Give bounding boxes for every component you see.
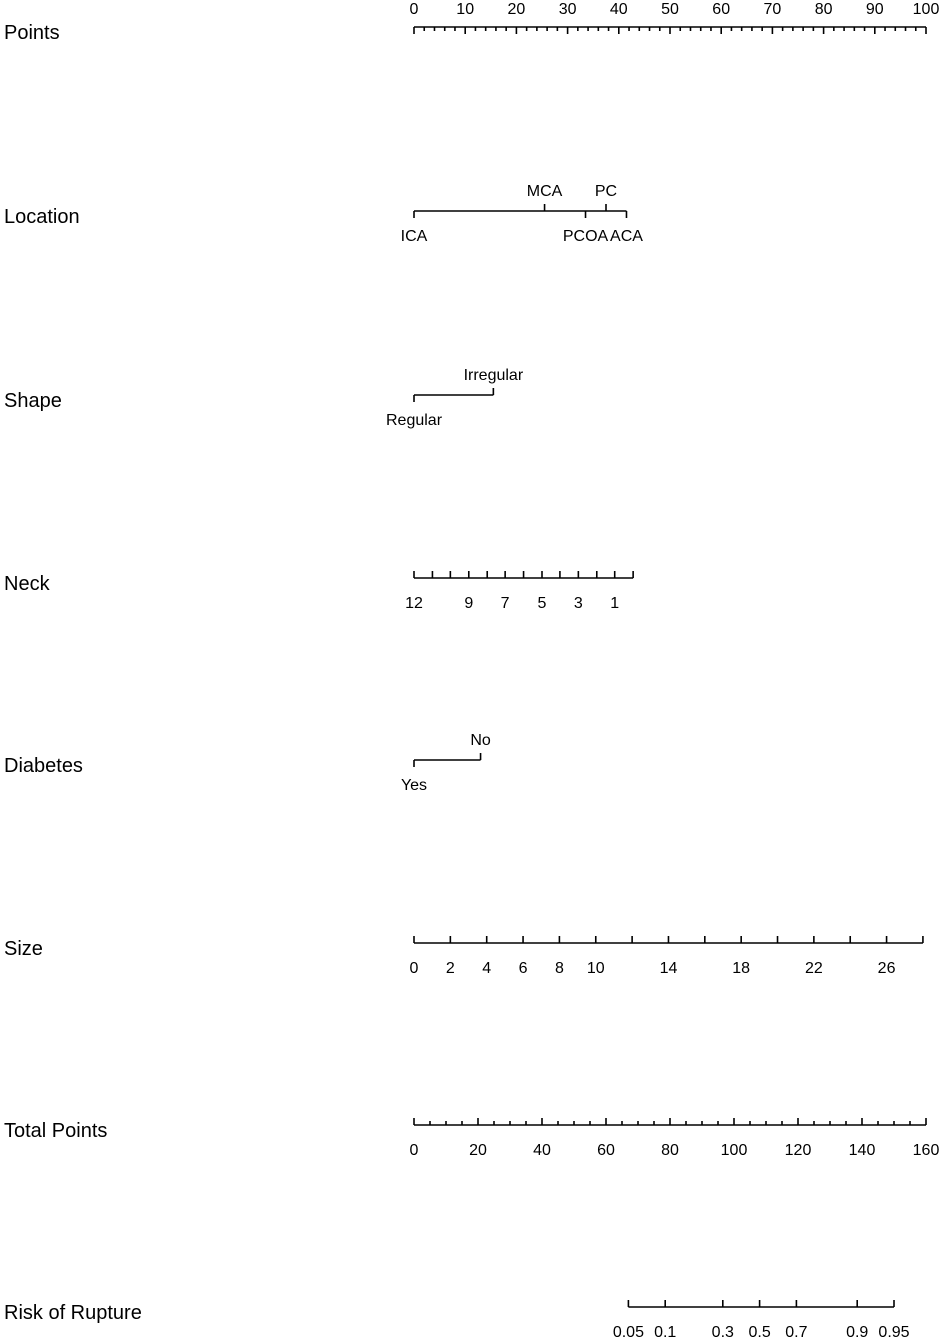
tick-label-neck-12: 12 [405, 595, 423, 612]
row-label-risk-of-rupture: Risk of Rupture [4, 1302, 142, 1324]
tick-label-shape-regular: Regular [385, 412, 443, 429]
tick-label-total-points-140: 140 [848, 1142, 876, 1159]
tick-label-size-26: 26 [877, 960, 896, 977]
row-neck [4, 571, 633, 612]
row-total-points [4, 1118, 939, 1159]
tick-label-total-points-80: 80 [661, 1142, 679, 1159]
tick-label-neck-1: 1 [610, 595, 620, 612]
tick-label-location-mca: MCA [526, 183, 563, 200]
tick-label-size-6: 6 [518, 960, 528, 977]
tick-label-total-points-0: 0 [409, 1142, 419, 1159]
tick-label-total-points-40: 40 [533, 1142, 551, 1159]
tick-label-points-70: 70 [763, 1, 782, 18]
tick-label-neck-9: 9 [464, 595, 474, 612]
tick-label-size-10: 10 [586, 960, 605, 977]
row-label-diabetes: Diabetes [4, 755, 83, 777]
tick-label-neck-7: 7 [500, 595, 510, 612]
row-label-size: Size [4, 938, 43, 960]
tick-label-diabetes-no: No [470, 732, 491, 749]
tick-label-points-20: 20 [507, 1, 526, 18]
row-shape [4, 367, 524, 429]
tick-label-location-pcoa: PCOA [562, 228, 609, 245]
tick-label-location-pc: PC [594, 183, 618, 200]
row-label-total-points: Total Points [4, 1120, 108, 1142]
tick-label-total-points-120: 120 [784, 1142, 812, 1159]
tick-label-total-points-100: 100 [720, 1142, 748, 1159]
tick-label-neck-3: 3 [573, 595, 583, 612]
tick-label-shape-irregular: Irregular [463, 367, 524, 384]
tick-label-size-22: 22 [804, 960, 823, 977]
row-location [4, 183, 643, 245]
tick-label-risk-of-rupture-0-5: 0.5 [748, 1324, 771, 1339]
tick-label-location-aca: ACA [610, 228, 643, 245]
tick-label-total-points-160: 160 [912, 1142, 940, 1159]
tick-label-points-40: 40 [609, 1, 628, 18]
tick-label-total-points-20: 20 [469, 1142, 487, 1159]
tick-label-size-0: 0 [409, 960, 419, 977]
tick-label-points-90: 90 [865, 1, 884, 18]
tick-label-points-80: 80 [814, 1, 833, 18]
tick-label-risk-of-rupture-0-3: 0.3 [711, 1324, 734, 1339]
tick-label-points-30: 30 [558, 1, 577, 18]
row-diabetes [4, 732, 491, 794]
tick-label-points-0: 0 [409, 1, 419, 18]
tick-label-points-60: 60 [712, 1, 731, 18]
row-size [4, 936, 923, 977]
tick-label-points-100: 100 [912, 1, 940, 18]
row-label-shape: Shape [4, 390, 62, 412]
tick-label-points-50: 50 [661, 1, 679, 18]
tick-label-risk-of-rupture-0-9: 0.9 [846, 1324, 869, 1339]
row-label-points: Points [4, 22, 60, 44]
tick-label-risk-of-rupture-0-1: 0.1 [654, 1324, 677, 1339]
row-label-location: Location [4, 206, 80, 228]
tick-label-risk-of-rupture-0-95: 0.95 [878, 1324, 910, 1339]
tick-label-risk-of-rupture-0-7: 0.7 [785, 1324, 808, 1339]
tick-label-location-ica: ICA [400, 228, 428, 245]
row-label-neck: Neck [4, 573, 50, 595]
row-points [4, 1, 939, 44]
tick-label-points-10: 10 [456, 1, 475, 18]
tick-label-size-2: 2 [445, 960, 455, 977]
tick-label-size-4: 4 [482, 960, 492, 977]
tick-label-total-points-60: 60 [597, 1142, 615, 1159]
row-risk-of-rupture [4, 1300, 910, 1339]
tick-label-size-8: 8 [554, 960, 564, 977]
tick-label-size-14: 14 [659, 960, 678, 977]
tick-label-risk-of-rupture-0-05: 0.05 [612, 1324, 644, 1339]
tick-label-size-18: 18 [732, 960, 751, 977]
tick-label-neck-5: 5 [537, 595, 547, 612]
tick-label-diabetes-yes: Yes [400, 777, 428, 794]
